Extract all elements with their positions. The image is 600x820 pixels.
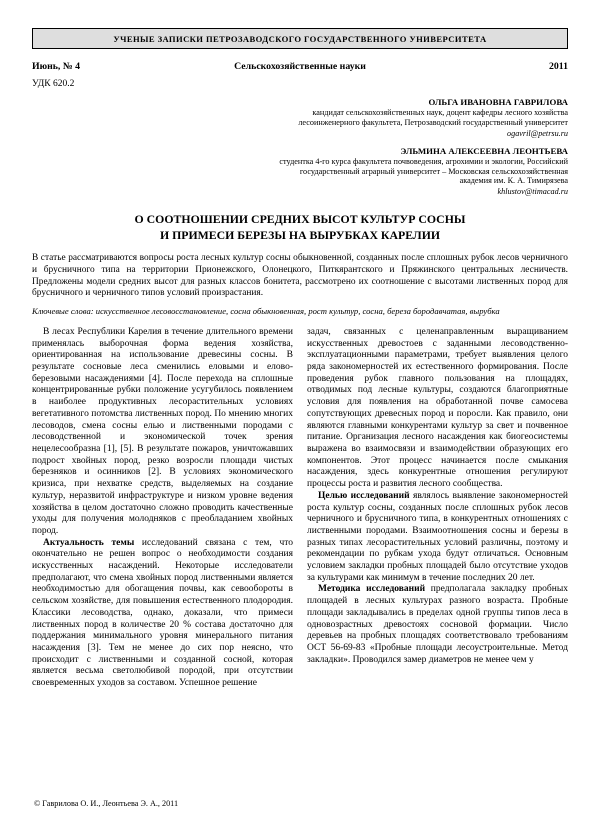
paragraph-lead: Целью исследований <box>318 490 410 501</box>
author-affiliation: студентка 4-го курса факультета почвоведения, агрохимии и экологии, Российский государственный аграрный университет – Московская сельскохозяйственная академия им. К. А. Тимирязева <box>279 156 568 186</box>
keywords-label: Ключевые слова: <box>32 305 94 316</box>
journal-title: УЧЕНЫЕ ЗАПИСКИ ПЕТРОЗАВОДСКОГО ГОСУДАРСТВЕННОГО УНИВЕРСИТЕТА <box>113 34 487 44</box>
article-title <box>32 212 568 243</box>
issue-year: 2011 <box>548 61 569 72</box>
article-title-line2: И ПРИМЕСИ БЕРЕЗЫ НА ВЫРУБКАХ КАРЕЛИИ <box>159 227 441 242</box>
authors-block <box>276 97 568 196</box>
body-paragraph: Актуальность темы исследований связана с тем, что окончательно не решен вопрос о необходимости создания искусственных насаждений. Некоторые исследователи предполагают, что смена хвойных пород лиственными является необходимостью для обогащения почвы, как севообороты в сельском хозяйстве, для повышения естественного плодородия. Классики лесоводства, однако, доказали, что примеси лиственных пород в количестве 20 % состава достаточно для поддержания минимального уровня минерального питания насаждения [3]. Тем не менее до сих пор неясно, что происходит с лиственными и созданной сосной, которая является весьма светолюбивой породой, при отсутствии своевременных уходов за составом. Успешное решение <box>32 537 293 689</box>
author-email: khlustov@timacad.ru <box>497 187 568 197</box>
body-paragraph: Методика исследований предполагала закладку пробных площадей в лесных культурах разного возраста. Пробные площади закладывались в пределах одной группы типов леса в одновозрастных древостоях сосновой формации. Число деревьев на пробных площадях соответствовало требованиям ОСТ 56-69-83 «Пробные площади лесоустроительные. Метод закладки». Проводился замер диаметров не менее чем у <box>307 584 568 665</box>
body-column-left <box>32 327 293 690</box>
paragraph-lead: Актуальность темы <box>43 537 135 548</box>
article-title-line1: О СООТНОШЕНИИ СРЕДНИХ ВЫСОТ КУЛЬТУР СОСНЫ <box>134 212 466 227</box>
body-column-right <box>307 327 568 690</box>
author-name: ЭЛЬМИНА АЛЕКСЕЕВНА ЛЕОНТЬЕВА <box>400 145 568 156</box>
issue-info-row <box>32 61 568 72</box>
author-affiliation: кандидат сельскохозяйственных наук, доцент кафедры лесного хозяйства лесоинженерного факультета, Петрозаводский государственный университет <box>298 108 568 127</box>
body-columns <box>32 327 568 690</box>
body-paragraph: В лесах Республики Карелия в течение длительного времени применялась выборочная форма ведения хозяйства, ориентированная на использование древесины сосны. В результате сосновые леса сменились еловыми и елово-березовыми насаждениями [4]. После перехода на сплошные концентрированные рубки положение усугубилось появлением в наиболее продуктивных лесорастительных условиях вегетативного потомства лиственных пород. По мнению многих лесоводов, смена сосны елью и лиственными породами с лесоводственной и экономической точек зрения нецелесообразна [1], [5]. В результате пожаров, уничтожавших подрост хвойных пород, резко возросли площади чистых березняков и осинников [2]. В условиях экономического кризиса, при нехватке средств, выделяемых на создание культур, неразвитой инфраструктуре и низком уровне ведения хозяйства в целом достаточно сложно проводить качественные уходы для получения молодняков с преобладанием хвойных пород. <box>32 326 293 536</box>
body-paragraph: задач, связанных с целенаправленным выращиванием искусственных древостоев с заданными лесоводственно-эксплуатационными параметрами, требует выявления целого ряда закономерностей их естественного формирования. После проведения рубок главного пользования на площадях, отводимых под лесные культуры, создаются благоприятные условия для появления на обработанной почве самосева сопутствующих древесных пород и поросли. Как правило, они являются главными конкурентами культур за свет и почвенное питание. Организация лесного насаждения как биогеосистемы выражена во взаимосвязи и взаимодействии образующих его компонентов. Этот процесс начинается после смыкания насаждения, здесь конкурентные отношения регулируют процессы роста и развития лесного сообщества. <box>307 326 568 490</box>
journal-section: Сельскохозяйственные науки <box>234 61 366 72</box>
udk-code: УДК 620.2 <box>32 79 75 89</box>
author-block <box>276 146 568 197</box>
keywords-text: искусственное лесовосстановление, сосна обыкновенная, рост культур, сосна, береза бородавчатая, вырубка <box>95 305 500 316</box>
author-block <box>276 97 568 138</box>
author-email: ogavril@petrsu.ru <box>507 128 568 138</box>
journal-header-banner <box>32 28 568 49</box>
body-paragraph: Целью исследований являлось выявление закономерностей роста культур сосны, созданных после сплошных рубок лесов черничного и брусничного типа, в конкурентных отношениях с лиственными породами. Взаимоотношения сосны и березы в разных типах лесорастительных условий различны, поэтому и рекомендации по рубкам ухода будут отличаться. Основным условием закладки пробных площадей было отсутствие уходов за культурами как минимум в течение последних 20 лет. <box>307 490 569 583</box>
keywords-line <box>32 306 568 316</box>
author-name: ОЛЬГА ИВАНОВНА ГАВРИЛОВА <box>428 97 568 107</box>
paragraph-lead: Методика исследований <box>318 584 426 595</box>
footer-copyright: © Гаврилова О. И., Леонтьева Э. А., 2011 <box>34 799 179 808</box>
issue-number: Июнь, № 4 <box>32 61 81 72</box>
article-abstract: В статье рассматриваются вопросы роста лесных культур сосны обыкновенной, созданных после сплошных рубок лесов черничного и брусничного типа на территории Прионежского, Олонецкого, Питкярантского и Пряжинского центральных лесничеств. Предложены модели средних высот для разных классов бонитета, рассмотрено их соотношение с высотами лиственных пород для брусничного и черничного типов условий произрастания. <box>32 253 568 299</box>
